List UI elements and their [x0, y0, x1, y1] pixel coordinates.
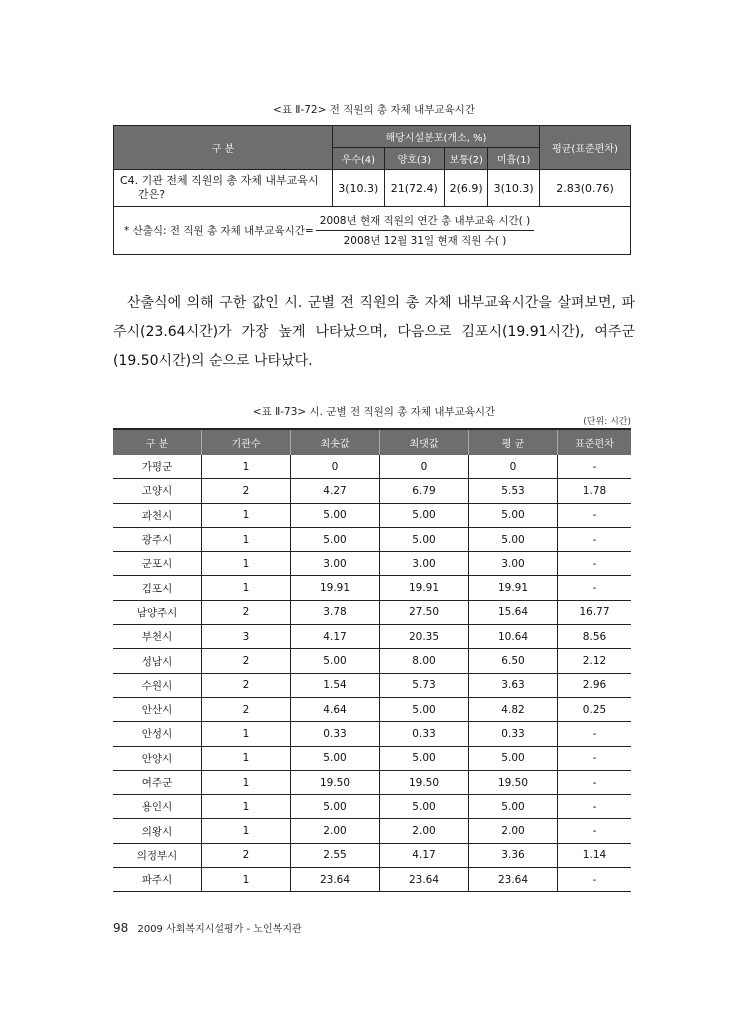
table-row [113, 770, 631, 794]
table2-caption: <표 Ⅱ-73> 시. 군별 전 직원의 총 자체 내부교육시간 [252, 406, 496, 418]
table-row [113, 625, 631, 649]
table-row [113, 503, 631, 527]
table1-subheader: 양호(3) [384, 148, 444, 170]
value-cell: 5.73 [380, 673, 469, 697]
value-cell: - [558, 722, 632, 746]
value-cell: 0 [380, 455, 469, 479]
table-row [113, 819, 631, 843]
value-cell: 1.78 [558, 479, 632, 503]
value-cell: 2.12 [558, 649, 632, 673]
value-cell: 2 [202, 649, 291, 673]
value-cell: 19.50 [380, 770, 469, 794]
region-cell: 성남시 [113, 649, 202, 673]
value-cell: 2.96 [558, 673, 632, 697]
region-cell: 안양시 [113, 746, 202, 770]
region-cell: 파주시 [113, 868, 202, 892]
table1-value: 3(10.3) [488, 170, 540, 207]
table1-header-group: 구 분 [114, 126, 333, 170]
value-cell: 19.50 [469, 770, 558, 794]
table2-unit: (단위: 시간) [583, 417, 631, 427]
value-cell: 3.63 [469, 673, 558, 697]
value-cell: 15.64 [469, 600, 558, 624]
value-cell: 23.64 [291, 868, 380, 892]
table-row [113, 673, 631, 697]
region-cell: 부천시 [113, 625, 202, 649]
value-cell: 1 [202, 795, 291, 819]
value-cell: 3.00 [469, 552, 558, 576]
region-cell: 여주군 [113, 770, 202, 794]
value-cell: 1 [202, 576, 291, 600]
region-cell: 안성시 [113, 722, 202, 746]
value-cell: 1 [202, 770, 291, 794]
table2-header: 구 분 [113, 429, 202, 455]
table-row [113, 795, 631, 819]
value-cell: 8.00 [380, 649, 469, 673]
value-cell: 6.79 [380, 479, 469, 503]
value-cell: 1 [202, 455, 291, 479]
region-cell: 가평군 [113, 455, 202, 479]
footer-text: 2009 사회복지시설평가 - 노인복지관 [137, 924, 302, 935]
value-cell: 0.33 [469, 722, 558, 746]
table1-caption: <표 Ⅱ-72> 전 직원의 총 자체 내부교육시간 [273, 104, 475, 116]
table-row [113, 479, 631, 503]
value-cell: 3.78 [291, 600, 380, 624]
value-cell: - [558, 819, 632, 843]
table2-header: 평 균 [469, 429, 558, 455]
table-row [113, 649, 631, 673]
value-cell: 27.50 [380, 600, 469, 624]
value-cell: - [558, 503, 632, 527]
table1-value: 3(10.3) [333, 170, 385, 207]
value-cell: 2 [202, 673, 291, 697]
value-cell: 5.53 [469, 479, 558, 503]
value-cell: 1 [202, 552, 291, 576]
value-cell: 4.82 [469, 697, 558, 721]
value-cell: 23.64 [469, 868, 558, 892]
region-cell: 안산시 [113, 697, 202, 721]
table1-mean: 2.83(0.76) [540, 170, 631, 207]
value-cell: 2.00 [469, 819, 558, 843]
value-cell: 1.54 [291, 673, 380, 697]
value-cell: 1 [202, 819, 291, 843]
region-cell: 용인시 [113, 795, 202, 819]
page-number: 98 [113, 921, 129, 935]
value-cell: 2.00 [380, 819, 469, 843]
value-cell: 1 [202, 746, 291, 770]
table2-header: 표준편차 [558, 429, 632, 455]
region-cell: 수원시 [113, 673, 202, 697]
value-cell: 2.55 [291, 843, 380, 867]
value-cell: 2 [202, 479, 291, 503]
value-cell: 4.27 [291, 479, 380, 503]
value-cell: - [558, 770, 632, 794]
value-cell: 20.35 [380, 625, 469, 649]
value-cell: 19.91 [291, 576, 380, 600]
value-cell: 1 [202, 868, 291, 892]
value-cell: 5.00 [380, 503, 469, 527]
value-cell: 0 [291, 455, 380, 479]
table1-subheader: 우수(4) [333, 148, 385, 170]
value-cell: 16.77 [558, 600, 632, 624]
table-row [113, 697, 631, 721]
region-cell: 군포시 [113, 552, 202, 576]
value-cell: 4.17 [380, 843, 469, 867]
value-cell: 3.36 [469, 843, 558, 867]
value-cell: 3.00 [380, 552, 469, 576]
value-cell: 0.25 [558, 697, 632, 721]
value-cell: 5.00 [291, 795, 380, 819]
value-cell: 2 [202, 843, 291, 867]
value-cell: 19.91 [380, 576, 469, 600]
value-cell: 0.33 [380, 722, 469, 746]
formula-denominator: 2008년 12월 31일 현재 직원 수( ) [343, 235, 507, 247]
value-cell: 19.91 [469, 576, 558, 600]
table1-header-distribution: 해당시설분포(개소, %) [333, 126, 540, 148]
table1-row [114, 170, 631, 207]
formula-prefix: * 산출식: 전 직원 총 자체 내부교육시간= [124, 225, 314, 237]
value-cell: 2.00 [291, 819, 380, 843]
value-cell: 5.00 [291, 503, 380, 527]
table2-body [113, 455, 631, 892]
table1 [113, 125, 631, 255]
value-cell: 5.00 [291, 527, 380, 551]
value-cell: - [558, 868, 632, 892]
value-cell: 1.14 [558, 843, 632, 867]
value-cell: 0 [469, 455, 558, 479]
table2 [113, 428, 631, 892]
table1-subheader: 보통(2) [445, 148, 488, 170]
region-cell: 의정부시 [113, 843, 202, 867]
value-cell: 10.64 [469, 625, 558, 649]
table1-question-line1: C4. 기관 전체 직원의 총 자체 내부교육시 [120, 174, 319, 187]
value-cell: 5.00 [291, 649, 380, 673]
table1-question-line2: 간은? [138, 188, 166, 201]
formula-numerator: 2008년 현재 직원의 연간 총 내부교육 시간( ) [316, 213, 534, 231]
value-cell: 5.00 [469, 503, 558, 527]
value-cell: 2 [202, 697, 291, 721]
region-cell: 김포시 [113, 576, 202, 600]
table-row [113, 600, 631, 624]
value-cell: - [558, 746, 632, 770]
table-row [113, 527, 631, 551]
table1-value: 21(72.4) [384, 170, 444, 207]
body-paragraph [113, 289, 635, 376]
table-row [113, 576, 631, 600]
value-cell: 5.00 [380, 746, 469, 770]
region-cell: 과천시 [113, 503, 202, 527]
value-cell: 5.00 [469, 746, 558, 770]
value-cell: - [558, 552, 632, 576]
paragraph-text: 산출식에 의해 구한 값인 시. 군별 전 직원의 총 자체 내부교육시간을 살펴보면, 파주시(23.64시간)가 가장 높게 나타났으며, 다음으로 김포시(19.91시간), 여주군(19.50시간)의 순으로 나타났다. [113, 295, 635, 369]
value-cell: 4.64 [291, 697, 380, 721]
value-cell: 2 [202, 600, 291, 624]
value-cell: - [558, 795, 632, 819]
value-cell: - [558, 576, 632, 600]
value-cell: 5.00 [291, 746, 380, 770]
table-row [113, 722, 631, 746]
value-cell: 5.00 [380, 697, 469, 721]
page-footer [113, 920, 302, 935]
table-row [113, 455, 631, 479]
table-row [113, 552, 631, 576]
table-row [113, 843, 631, 867]
table1-subheader: 미흡(1) [488, 148, 540, 170]
table1-formula [114, 207, 631, 255]
table1-header-mean: 평균(표준편차) [540, 126, 631, 170]
value-cell: 23.64 [380, 868, 469, 892]
value-cell: 1 [202, 722, 291, 746]
value-cell: 1 [202, 503, 291, 527]
value-cell: - [558, 527, 632, 551]
table-row [113, 868, 631, 892]
region-cell: 의왕시 [113, 819, 202, 843]
value-cell: - [558, 455, 632, 479]
region-cell: 광주시 [113, 527, 202, 551]
value-cell: 4.17 [291, 625, 380, 649]
region-cell: 남양주시 [113, 600, 202, 624]
table1-value: 2(6.9) [445, 170, 488, 207]
value-cell: 19.50 [291, 770, 380, 794]
value-cell: 5.00 [380, 795, 469, 819]
table2-header: 최댓값 [380, 429, 469, 455]
table-row [113, 746, 631, 770]
table2-header: 최솟값 [291, 429, 380, 455]
value-cell: 0.33 [291, 722, 380, 746]
table2-header: 기관수 [202, 429, 291, 455]
value-cell: 5.00 [469, 795, 558, 819]
value-cell: 6.50 [469, 649, 558, 673]
value-cell: 8.56 [558, 625, 632, 649]
value-cell: 1 [202, 527, 291, 551]
table1-question [114, 170, 333, 207]
value-cell: 3.00 [291, 552, 380, 576]
value-cell: 5.00 [380, 527, 469, 551]
region-cell: 고양시 [113, 479, 202, 503]
value-cell: 5.00 [469, 527, 558, 551]
value-cell: 3 [202, 625, 291, 649]
